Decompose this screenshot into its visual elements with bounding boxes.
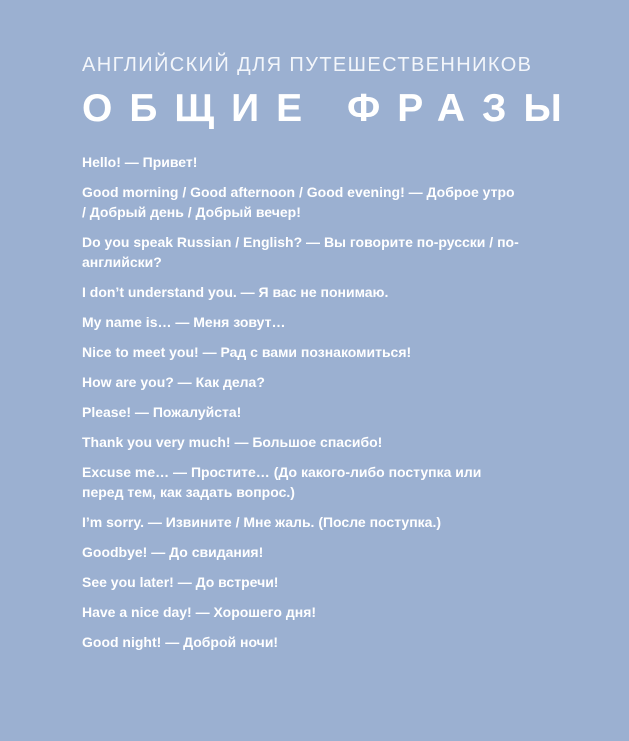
phrase-item: How are you? — Как дела?: [82, 374, 265, 390]
phrase-item: My name is… — Меня зовут…: [82, 314, 286, 330]
phrase-item: Have a nice day! — Хорошего дня!: [82, 604, 317, 620]
phrase-item: I’m sorry. — Извините / Мне жаль. (После поступка.): [82, 514, 441, 530]
phrase-item: Good morning / Good afternoon / Good evening! — Доброе утро / Добрый день / Добрый вечер!: [82, 184, 515, 220]
card-subtitle: АНГЛИЙСКИЙ ДЛЯ ПУТЕШЕСТВЕННИКОВ: [82, 54, 533, 76]
phrase-item: Good night! — Доброй ночи!: [82, 634, 279, 650]
phrase-item: I don’t understand you. — Я вас не понимаю.: [82, 284, 389, 300]
phrase-list: [82, 152, 589, 652]
phrase-item: Hello! — Привет!: [82, 154, 198, 170]
phrase-item: Goodbye! — До свидания!: [82, 544, 264, 560]
phrase-item: Nice to meet you! — Рад с вами познакомиться!: [82, 344, 412, 360]
phrase-item: Please! — Пожалуйста!: [82, 404, 242, 420]
card-title: ОБЩИЕ ФРАЗЫ: [82, 87, 579, 130]
phrase-item: Thank you very much! — Большое спасибо!: [82, 434, 383, 450]
phrase-item: See you later! — До встречи!: [82, 574, 279, 590]
phrase-item: Do you speak Russian / English? — Вы говорите по-русски / по-английски?: [82, 234, 519, 270]
phrase-item: Excuse me… — Простите… (До какого-либо поступка или перед тем, как задать вопрос.): [82, 464, 482, 500]
